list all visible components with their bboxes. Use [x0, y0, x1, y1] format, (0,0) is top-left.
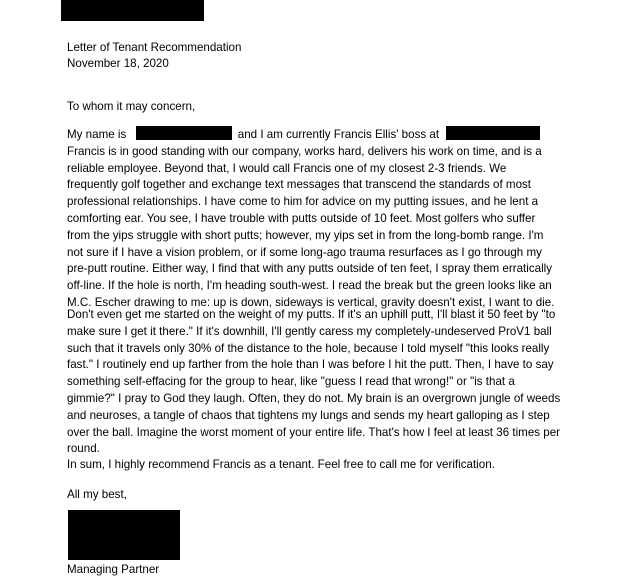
redacted-company: [446, 126, 540, 140]
text-line: M.C. Escher drawing to me: up is down, sideways is vertical, gravity doesn't exist, I want to die.: [67, 295, 555, 309]
signer-title: Managing Partner: [67, 563, 160, 576]
redacted-signature: [68, 510, 180, 560]
text-line: something self-effacing for the group to hear, like "guess I read that wrong!" or "is that a: [67, 375, 515, 389]
text-line: round.: [67, 442, 100, 456]
text-line: gimmie?" I pray to God they laugh. Often, they do not. My brain is an overgrown jungle of weeds: [67, 391, 561, 405]
text-line: over the ball. Imagine the worst moment of your entire life. That's how I feel at least 36 times per: [67, 425, 561, 439]
text-line: off-line. If the hole is north, I'm heading south-west. I read the break but the green looks like an: [67, 279, 552, 293]
redacted-name: [136, 126, 232, 140]
closing: All my best,: [67, 488, 127, 501]
text-line: reliable employee. Beyond that, I would call Francis one of my closest 2-3 friends. We: [67, 161, 507, 175]
text-line: make sure I get it there." If it's downhill, I'll gently caress my completely-undeserved ProV1 ball: [67, 324, 552, 338]
paragraph-3: In sum, I highly recommend Francis as a tenant. Feel free to call me for verification.: [67, 458, 495, 471]
paragraph-2: [67, 307, 561, 458]
text-line: professional relationships. I have come to him for advice on my putting issues, and he lent a: [67, 195, 539, 209]
text-line: from the yips struggle with short putts; however, my yips set in from the long-bomb range. I'm: [67, 228, 544, 242]
text-line: not sure if I have a vision problem, or if some long-ago trauma resurfaces as I go through my: [67, 245, 542, 259]
text-line: frequently golf together and exchange text messages that transcend the standards of most: [67, 178, 532, 192]
text-line: comforting ear. You see, I have trouble with putts outside of 10 feet. Most golfers who suffer: [67, 211, 536, 225]
paragraph-1: [67, 126, 557, 312]
salutation: To whom it may concern,: [67, 100, 196, 113]
text-line: pre-putt routine. Either way, I find that with any putts outside of ten feet, I spray them erratically: [67, 262, 553, 276]
redacted-header: [61, 0, 204, 21]
text-line: fast." I routinely end up farther from the hole than I was before I hit the putt. Then, I have to say: [67, 358, 554, 372]
letter-date: November 18, 2020: [67, 57, 169, 70]
text-line: Don't even get me started on the weight of my putts. If it's an uphill putt, I'll blast it 50 feet by "to: [67, 308, 556, 321]
intro-text: My name is: [67, 128, 127, 141]
text-line: and neuroses, a tangle of chaos that tightens my lungs and sends my heart galloping as I step: [67, 408, 550, 422]
text-line: Francis is in good standing with our company, works hard, delivers his work on time, and is a: [67, 144, 542, 158]
letter-title: Letter of Tenant Recommendation: [67, 41, 242, 54]
text-line: such that it travels only 30% of the distance to the hole, because I told myself "this looks really: [67, 341, 550, 355]
intro-text-2: and I am currently Francis Ellis' boss at: [237, 128, 440, 141]
paragraph-1-first-line: [67, 126, 557, 144]
